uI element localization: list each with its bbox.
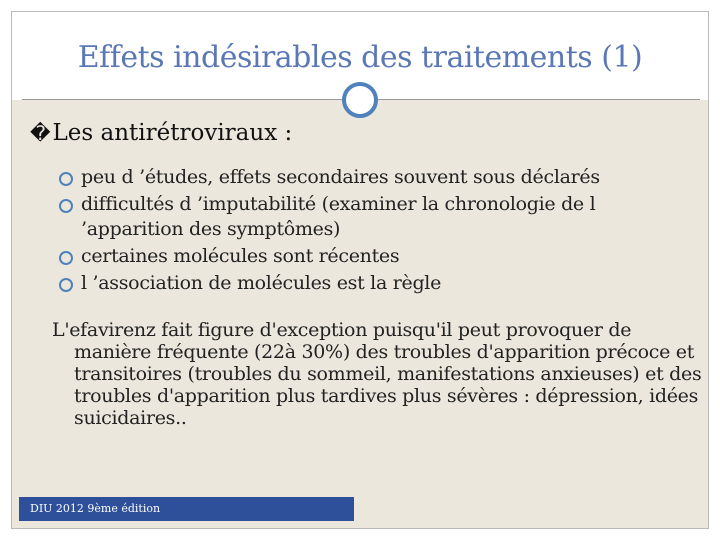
footer-text: DIU 2012 9ème édition [30, 502, 161, 515]
circle-bullet-icon [59, 278, 73, 292]
circle-bullet-icon [59, 172, 73, 186]
header-divider-left [22, 99, 342, 100]
footer-bar [19, 497, 354, 521]
bullet-text: peu d ’études, effets secondaires souvent sous déclarés [81, 166, 600, 188]
bullet-text: l ’association de molécules est la règle [81, 272, 442, 294]
section-heading [30, 120, 292, 146]
circle-bullet-icon [59, 251, 73, 265]
list-item [54, 165, 684, 190]
bullet-text: certaines molécules sont récentes [81, 245, 400, 267]
slide-title: Effets indésirables des traitements (1) [77, 40, 643, 75]
heading-marker-glyph: � [30, 121, 51, 145]
header-divider-right [378, 99, 700, 100]
section-heading-text: Les antirétroviraux : [52, 120, 293, 146]
list-item [54, 271, 684, 296]
ring-ornament-icon [342, 82, 378, 118]
list-item [54, 192, 684, 242]
circle-bullet-icon [59, 199, 73, 213]
body-paragraph: L'efavirenz fait figure d'exception puisqu'il peut provoquer de manière fréquente (22à 30%) des troubles d'apparition précoce et transitoires (troubles du sommeil, manifestations anxieuses) et des troubles d'apparition plus tardives plus sévères : dépression, idées suicidaires.. [52, 319, 702, 429]
slide-frame [11, 11, 709, 529]
bullet-text: difficultés d ’imputabilité (examiner la chronologie de l ’apparition des symptômes) [81, 193, 596, 240]
list-item [54, 244, 684, 269]
bullet-list [54, 165, 684, 298]
